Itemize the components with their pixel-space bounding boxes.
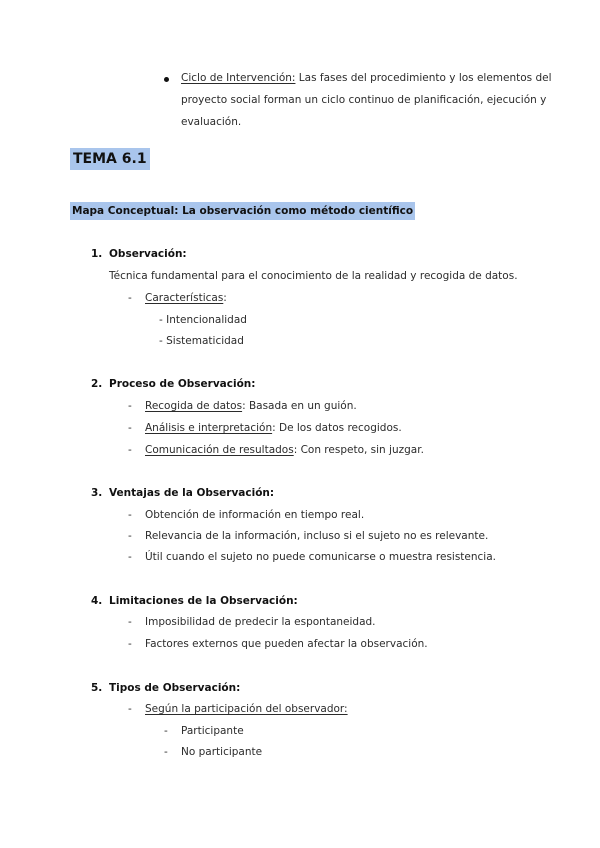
section-2-item: [145, 400, 357, 412]
section-4-item: Factores externos que pueden afectar la observación.: [145, 638, 428, 650]
section-1-sub: [145, 292, 227, 304]
section-3-dash: -: [128, 551, 132, 563]
tema-heading: TEMA 6.1: [70, 148, 150, 170]
section-3-dash: -: [128, 530, 132, 542]
section-2-dash: -: [128, 422, 132, 434]
section-3-number: 3.: [91, 487, 103, 499]
intro-text: Las fases del procedimiento y los elementos del: [295, 72, 552, 84]
section-1-item: - Sistematicidad: [159, 335, 244, 347]
intro-line-1: [181, 72, 552, 84]
section-5-number: 5.: [91, 682, 103, 694]
mapa-heading: Mapa Conceptual: La observación como método científico: [70, 202, 415, 220]
section-4-dash: -: [128, 616, 132, 628]
section-1-dash: -: [128, 292, 132, 304]
section-1-number: 1.: [91, 248, 103, 260]
section-4-item: Imposibilidad de predecir la espontaneidad.: [145, 616, 376, 628]
section-4-number: 4.: [91, 595, 103, 607]
item-term: Análisis e interpretación: [145, 422, 273, 434]
section-3-title: Ventajas de la Observación:: [109, 487, 275, 499]
item-text: : Basada en un guión.: [242, 400, 357, 412]
section-2-dash: -: [128, 400, 132, 412]
section-3-item: Útil cuando el sujeto no puede comunicarse o muestra resistencia.: [145, 551, 496, 563]
section-5-item: No participante: [181, 746, 263, 758]
item-term: Recogida de datos: [145, 400, 243, 412]
section-2-dash: -: [128, 444, 132, 456]
item-text: : Con respeto, sin juzgar.: [293, 444, 424, 456]
intro-term: Ciclo de Intervención:: [181, 72, 296, 84]
section-5-dash: -: [128, 703, 132, 715]
bullet-icon: [164, 77, 169, 82]
section-3-dash: -: [128, 509, 132, 521]
section-4-dash: -: [128, 638, 132, 650]
section-3-item: Obtención de información en tiempo real.: [145, 509, 365, 521]
caracteristicas-colon: :: [223, 292, 227, 304]
section-2-item: [145, 444, 424, 456]
section-1-item: - Intencionalidad: [159, 314, 247, 326]
intro-line-2: proyecto social forman un ciclo continuo de planificación, ejecución y: [181, 94, 547, 106]
item-term: Comunicación de resultados: [145, 444, 294, 456]
section-2-number: 2.: [91, 378, 103, 390]
section-1-title: Observación:: [109, 248, 187, 260]
section-5-subdash: -: [164, 725, 168, 737]
item-text: : De los datos recogidos.: [272, 422, 402, 434]
section-2-item: [145, 422, 402, 434]
section-5-item: Participante: [181, 725, 244, 737]
section-1-description: Técnica fundamental para el conocimiento de la realidad y recogida de datos.: [109, 270, 518, 282]
intro-line-3: evaluación.: [181, 116, 242, 128]
section-2-title: Proceso de Observación:: [109, 378, 256, 390]
section-4-title: Limitaciones de la Observación:: [109, 595, 298, 607]
section-3-item: Relevancia de la información, incluso si el sujeto no es relevante.: [145, 530, 489, 542]
section-5-sub: Según la participación del observador:: [145, 703, 348, 715]
section-5-title: Tipos de Observación:: [109, 682, 241, 694]
caracteristicas-label: Características: [145, 292, 224, 304]
section-5-subdash: -: [164, 746, 168, 758]
